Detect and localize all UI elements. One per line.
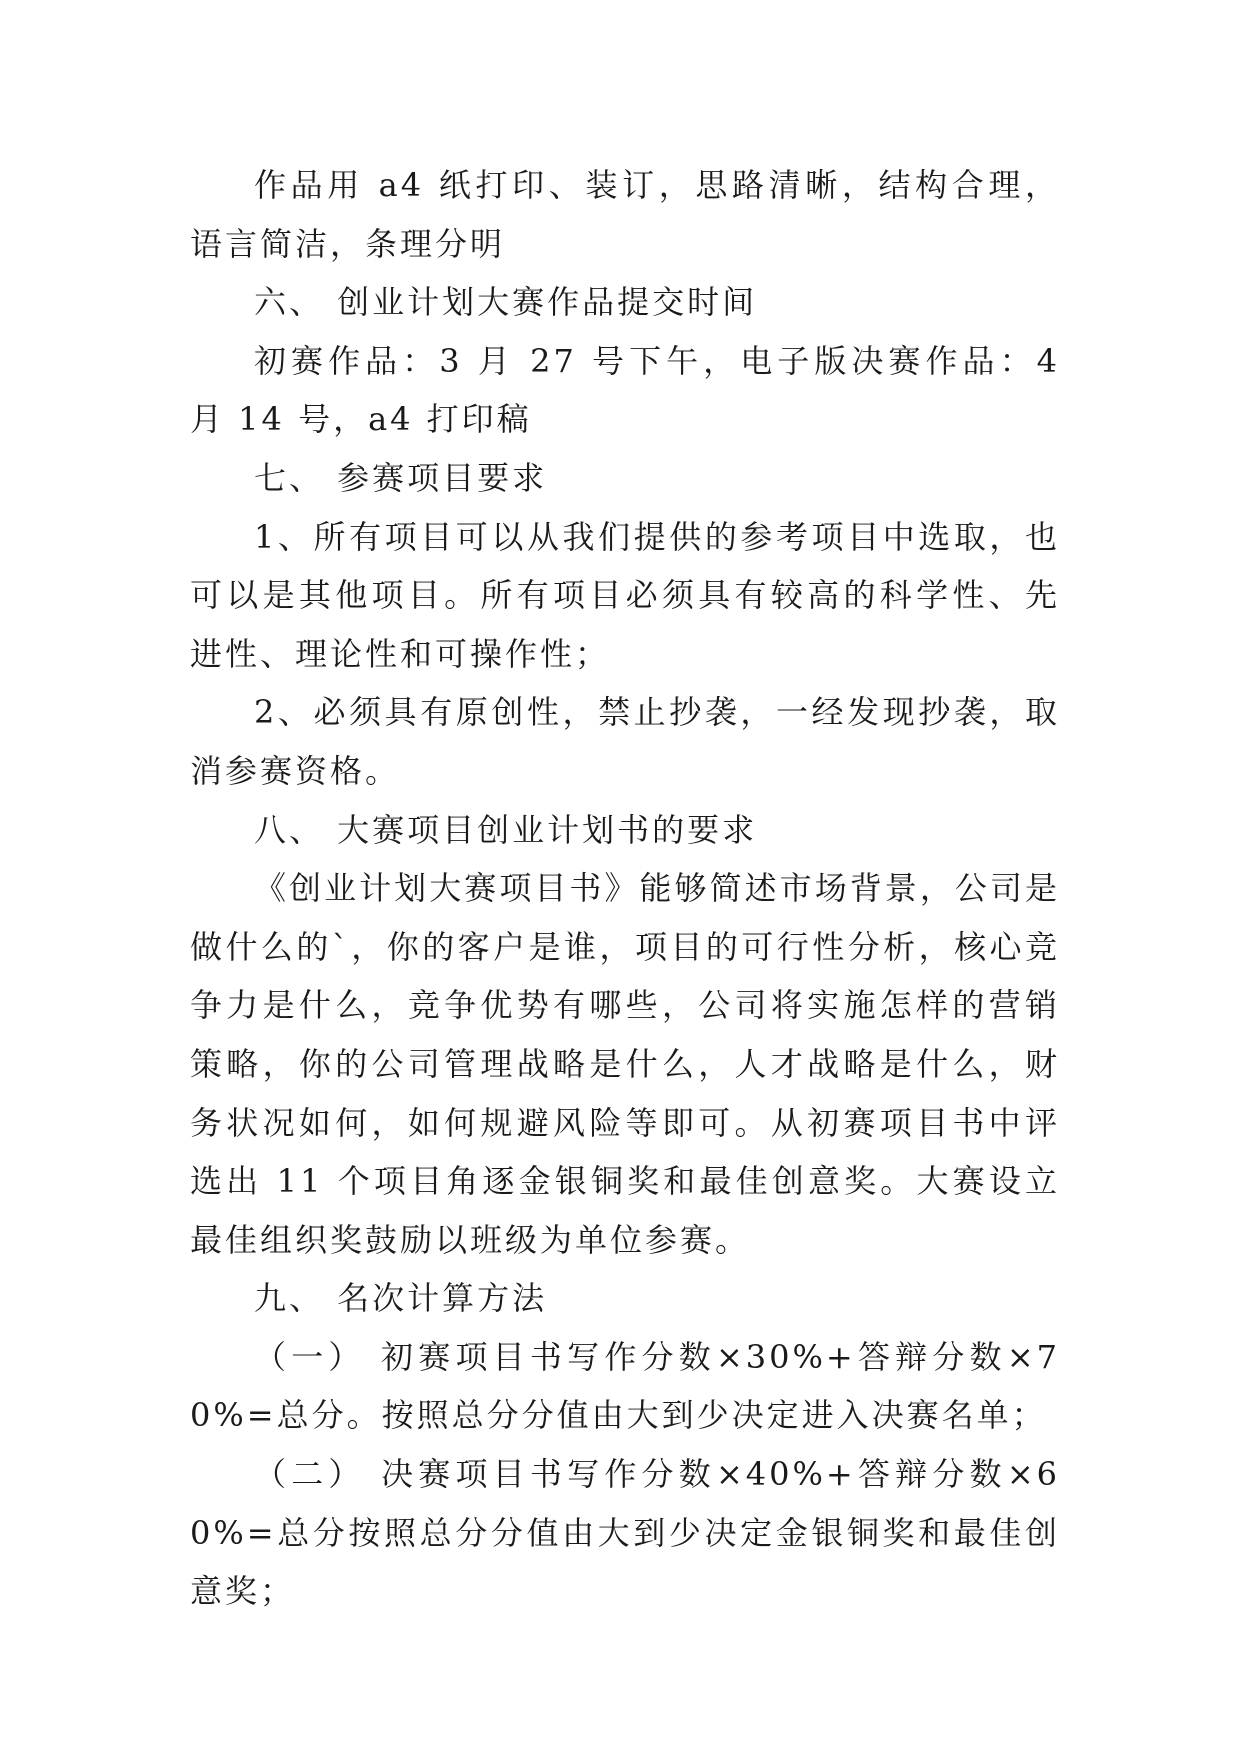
paragraph-ranking-preliminary: （一） 初赛项目书写作分数×30%+答辩分数×70%=总分。按照总分分值由大到少决定进入决赛名单； xyxy=(190,1337,1060,1435)
paragraph-business-plan-details: 《创业计划大赛项目书》能够简述市场背景，公司是做什么的`，你的客户是谁，项目的可行性分析，核心竞争力是什么，竞争优势有哪些，公司将实施怎样的营销策略，你的公司管理战略是什么，人才战略是什么，财务状况如何，如何规避风险等即可。从初赛项目书中评选出 11 个项目角逐金银铜奖和最佳创意奖。大赛设立最佳组织奖鼓励以班级为单位参赛。 xyxy=(190,869,1060,1259)
section-heading-submission-time: 六、 创业计划大赛作品提交时间 xyxy=(254,283,758,322)
paragraph-ranking-final: （二） 决赛项目书写作分数×40%+答辩分数×60%=总分按照总分分值由大到少决定金银铜奖和最佳创意奖； xyxy=(190,1455,1060,1611)
paragraph-requirement-1: 1、所有项目可以从我们提供的参考项目中选取，也可以是其他项目。所有项目必须具有较高的科学性、先进性、理论性和可操作性； xyxy=(190,517,1060,673)
paragraph-print-requirements: 作品用 a4 纸打印、装订，思路清晰，结构合理，语言简洁，条理分明 xyxy=(190,166,1060,263)
paragraph-submission-dates: 初赛作品：3 月 27 号下午，电子版决赛作品：4 月 14 号，a4 打印稿 xyxy=(190,341,1060,439)
document-body xyxy=(190,156,1060,1621)
paragraph-requirement-2: 2、必须具有原创性，禁止抄袭，一经发现抄袭，取消参赛资格。 xyxy=(190,693,1060,790)
section-heading-ranking-method: 九、 名次计算方法 xyxy=(254,1279,548,1318)
section-heading-business-plan: 八、 大赛项目创业计划书的要求 xyxy=(254,810,758,849)
section-heading-project-requirements: 七、 参赛项目要求 xyxy=(254,458,548,497)
